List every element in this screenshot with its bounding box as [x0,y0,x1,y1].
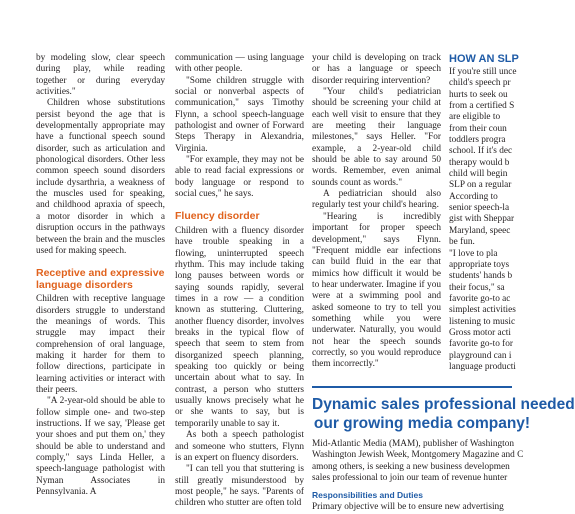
sidebar-line: school. If it's dec [449,146,513,157]
sidebar-line: According to [449,191,498,202]
paragraph: "Your child's pediatrician should be screening your child at each well visit to ensure that they are meeting their language milestones," says Heller. "For example, a 2-year-old child should be able to say around 50 words. Remember, even animal sounds count as words." [312,87,441,188]
sidebar-line: gist with Sheppar [449,214,515,225]
paragraph: Children with receptive language disorders struggle to understand the meanings of words. This struggle may impact their comprehension of oral language, making it harder for them to follow directions, participate in learning activities or interact with their peers. [36,294,165,395]
article-column-1 [36,53,165,498]
sidebar-line: appropriate toys [449,259,510,270]
sidebar-line: SLP on a regular [449,180,512,191]
ad-subheading: Responsibilities and Duties [312,490,423,501]
paragraph: "A 2-year-old should be able to follow simple one- and two-step instructions. If we say, 'Please get your shoes and put them on,' they should be able to understand and comply," says Linda Heller, a speech-language pathologist with Nyman Associates in Pennsylvania. A [36,396,165,498]
paragraph: by modeling slow, clear speech during play, while reading together or during everyday activities." [36,53,165,98]
job-advertisement [312,396,575,514]
ad-body-line: sales professional to join our team of revenue hunter [312,473,508,484]
article-column-3 [312,53,441,371]
sidebar-line: listening to music [449,316,516,327]
sidebar-line: senior speech-la [449,203,510,214]
sidebar-line: child will begin [449,169,508,180]
paragraph: Children with a fluency disorder have trouble speaking in a flowing, uninterrupted speech rhythm. This may include taking long pauses between words or saying sounds rapidly, several times in a row — a condition known as stuttering. Cluttering, another fluency disorder, involves breaks in the typical flow of speech that seem to stem from disorganized speech planning, speaking too quickly or being uncertain about what to say. In contrast, a person who stutters usually knows precisely what he or she wants to say, but is temporarily unable to say it. [175,225,304,429]
paragraph: "I can tell you that stuttering is still greatly misunderstood by most people," he says. "Parents of children who stutter are often told [175,464,304,509]
sidebar-line: If you're still unce [449,67,517,77]
sidebar-line: students' hands b [449,271,513,282]
sidebar-line: hurts to seek ou [449,89,508,100]
sidebar-line: toddlers progra [449,135,506,146]
ad-body-line: Mid-Atlantic Media (MAM), publisher of Washington [312,439,515,449]
sidebar-line: from a certified S [449,101,515,112]
paragraph: Children whose substitutions persist beyond the age that is developmentally appropriate may have a functional speech sound disorder, such as articulation and phonological disorders. Other less common speech sound disorders include dysarthria, a weakness of the muscles used for speaking, and childhood apraxia of speech, a motor disorder in which a disruption occurs in the pathways between the brain and the muscles used for making speech. [36,98,165,256]
sidebar-line: "I love to pla [449,248,498,259]
sidebar-line: are eligible to [449,112,501,123]
sidebar-line: playground can i [449,350,512,361]
sidebar-line: therapy would b [449,157,510,168]
paragraph: As both a speech pathologist and someone who stutters, Flynn is an expert on fluency disorders. [175,430,304,463]
sidebar-line: their focus," sa [449,282,505,293]
sidebar-line: be fun. [449,237,475,248]
ad-headline-line-2: our growing media company! [313,414,531,432]
sidebar-line: Gross motor acti [449,327,511,338]
paragraph: communication — using language with other people. [175,53,304,75]
paragraph: "For example, they may not be able to read facial expressions or body language or respond to social cues," he says. [175,155,304,200]
paragraph: A pediatrician should also regularly test your child's hearing. [312,189,441,211]
sidebar-text [449,67,529,373]
sidebar-line: favorite go-to for [449,339,514,350]
sidebar-line: Maryland, speec [449,225,511,236]
sidebar-line: favorite go-to ac [449,293,511,304]
ad-body-line: Washington Jewish Week, Montgomery Magazine and C [312,450,524,461]
sidebar-line: simplest activities [449,305,516,316]
ad-body [312,439,532,484]
paragraph: "Hearing is incredibly important for proper speech development," says Flynn. "Frequent middle ear infections can build fluid in the ear that mimics how difficult it would be to hear underwater. Imagine if you were at a swimming pool and asked someone to try to tell you something while you were underwater. Naturally, you would not hear the speech sounds correctly, so you would reproduce them incorrectly." [312,211,441,370]
ad-divider [312,386,512,388]
sidebar-title: HOW AN SLP [449,53,519,65]
ad-headline-line-1: Dynamic sales professional needed [312,396,575,413]
sidebar-line: child's speech pr [449,78,511,89]
sidebar-line: language producti [449,361,516,372]
sidebar-line: from their coun [449,123,507,134]
ad-body-line: among others, is seeking a new business developmen [312,461,510,472]
paragraph: your child is developing on track or has a language or speech disorder requiring intervention? [312,53,441,86]
section-heading-fluency-disorder: Fluency disorder [175,210,260,223]
paragraph: "Some children struggle with social or nonverbal aspects of communication," says Timothy Flynn, a school speech-language pathologist and owner of Forward Steps Therapy in Alexandria, Virginia. [175,75,304,154]
section-heading-language-disorders: Receptive and expressive language disorders [36,267,165,291]
ad-body-line: Primary objective will be to ensure new advertising [312,502,504,513]
article-column-2 [175,53,304,510]
sidebar-column [449,53,529,373]
